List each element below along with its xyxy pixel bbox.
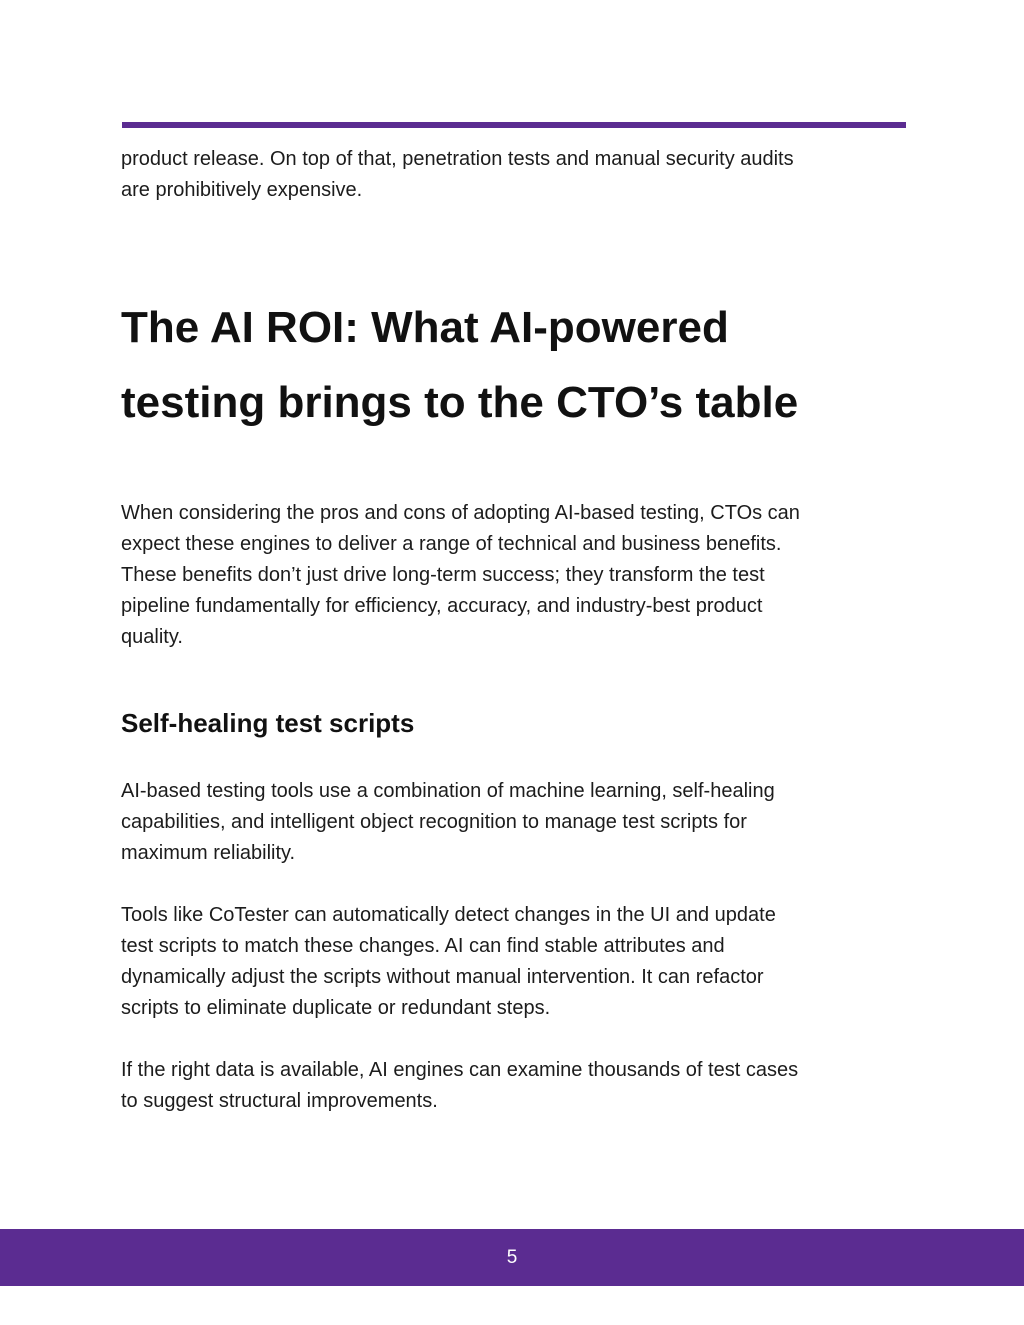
section-paragraph-3: If the right data is available, AI engines can examine thousands of test cases to suggest structural improvements. [121, 1059, 799, 1112]
section-paragraph-2: Tools like CoTester can automatically detect changes in the UI and update test scripts to match these changes. AI can find stable attributes and dynamically adjust the scripts without manual intervention. It can refactor scripts to eliminate duplicate or redundant steps. [121, 904, 776, 1019]
page-title: The AI ROI: What AI-powered testing brings to the CTO’s table [121, 303, 799, 427]
page-content [121, 144, 911, 1112]
section-paragraph-1: AI-based testing tools use a combination of machine learning, self-healing capabilities, and intelligent object recognition to manage test scripts for maximum reliability. [121, 780, 775, 864]
footer-bar [0, 1229, 1024, 1286]
top-divider [122, 122, 906, 128]
intro-paragraph: product release. On top of that, penetration tests and manual security audits are prohibitively expensive. [121, 148, 794, 201]
section-heading: Self-healing test scripts [121, 708, 415, 738]
lead-paragraph: When considering the pros and cons of adopting AI-based testing, CTOs can expect these engines to deliver a range of technical and business benefits. These benefits don’t just drive long-term success; they transform the test pipeline fundamentally for efficiency, accuracy, and industry-best product quality. [121, 502, 800, 648]
page-number: 5 [506, 1246, 518, 1268]
